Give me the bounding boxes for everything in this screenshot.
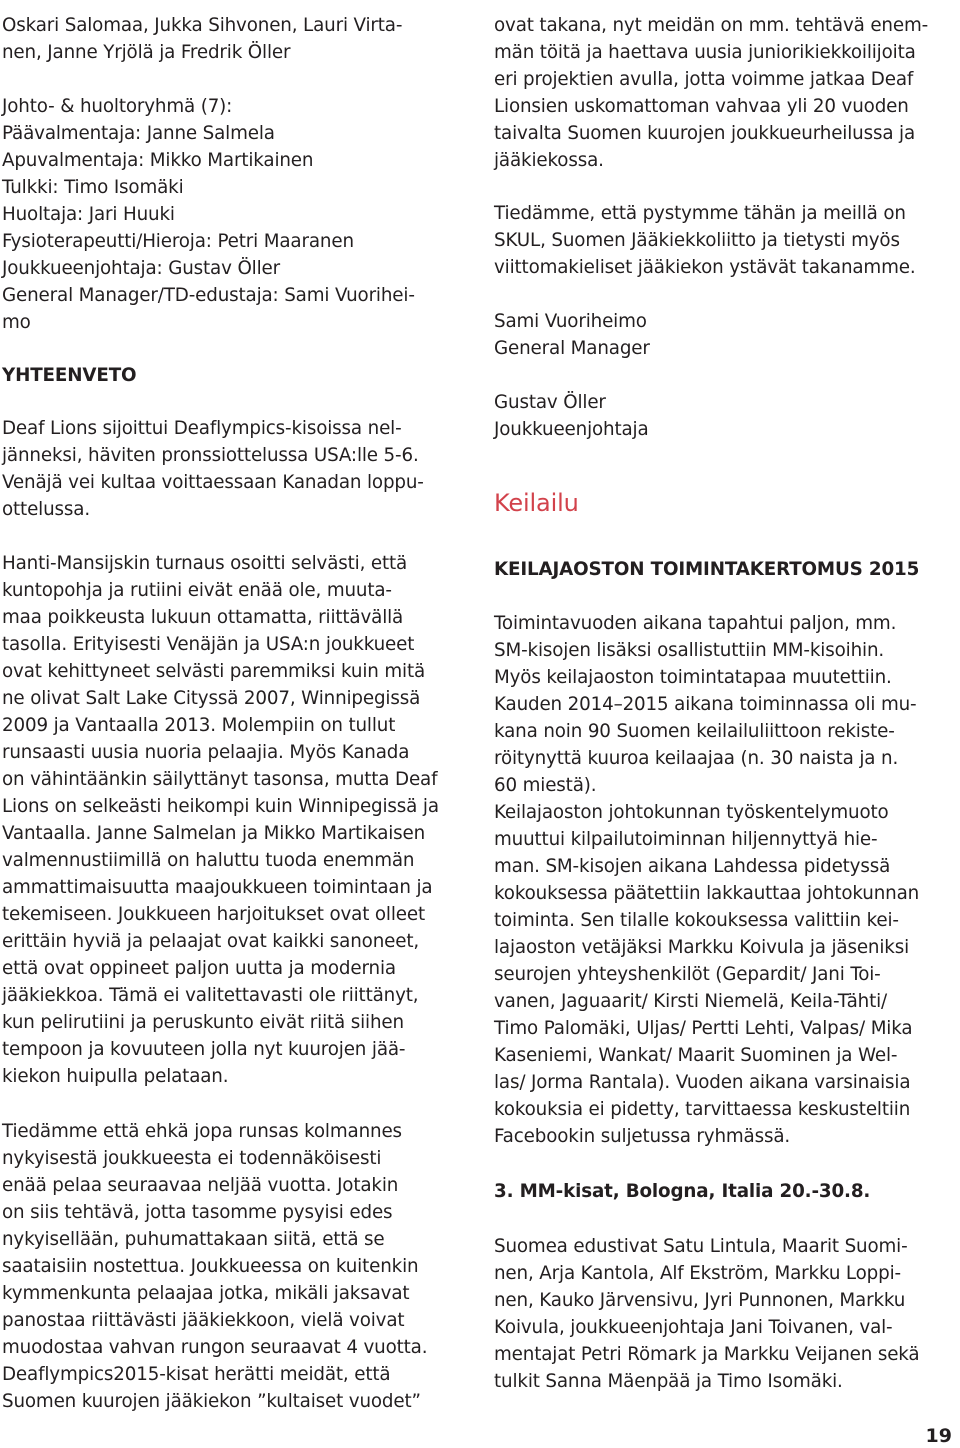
text-line: tasolla. Erityisesti Venäjän ja USA:n joukkueet (2, 634, 415, 655)
text-line: viittomakieliset jääkiekon ystävät takanamme. (494, 257, 916, 278)
section-heading: YHTEENVETO (2, 365, 137, 386)
text-line: kiekon huipulla pelataan. (2, 1066, 229, 1087)
text-line: on siis tehtävä, jotta tasomme pysyisi edes (2, 1202, 393, 1223)
text-line: Deaflympics2015-kisat herätti meidät, että (2, 1364, 391, 1385)
section-heading: 3. MM-kisat, Bologna, Italia 20.-30.8. (494, 1181, 871, 1202)
text-line: kokouksia ei pidetty, tarvittaessa keskusteltiin (494, 1099, 911, 1120)
text-line: Hanti-Mansijskin turnaus osoitti selvästi, että (2, 553, 408, 574)
text-line: muodostaa vahvan rungon seuraavat 4 vuotta. (2, 1337, 428, 1358)
text-line: Toimintavuoden aikana tapahtui paljon, mm. (494, 613, 897, 634)
text-line: jänneksi, häviten pronssiottelussa USA:lle 5-6. (2, 445, 419, 466)
text-line: Vantaalla. Janne Salmelan ja Mikko Martikaisen (2, 823, 426, 844)
text-line: kymmenkunta pelaajaa jotka, mikäli jaksavat (2, 1283, 410, 1304)
text-line: Suomen kuurojen jääkiekon ”kultaiset vuodet” (2, 1391, 421, 1412)
text-line: Apuvalmentaja: Mikko Martikainen (2, 150, 314, 171)
text-line: Venäjä vei kultaa voittaessaan Kanadan loppu- (2, 472, 424, 493)
text-line: vanen, Jaguaarit/ Kirsti Niemelä, Keila-Tähti/ (494, 991, 888, 1012)
text-line: ottelussa. (2, 499, 90, 520)
text-line: Sami Vuoriheimo (494, 311, 647, 332)
text-line: ovat takana, nyt meidän on mm. tehtävä enem- (494, 15, 929, 36)
text-line: nen, Arja Kantola, Alf Ekström, Markku Loppi- (494, 1263, 901, 1284)
text-line: valmennustiimillä on haluttu tuoda enemmän (2, 850, 415, 871)
text-line: seurojen yhteyshenkilöt (Gepardit/ Jani Toi- (494, 964, 881, 985)
text-line: Gustav Öller (494, 392, 606, 413)
text-line: saataisiin nostettua. Joukkueessa on kuitenkin (2, 1256, 419, 1277)
text-line: on vähintäänkin säilyttänyt tasonsa, mutta Deaf (2, 769, 438, 790)
text-line: Timo Palomäki, Uljas/ Pertti Lehti, Valpas/ Mika (494, 1018, 913, 1039)
text-line: Oskari Salomaa, Jukka Sihvonen, Lauri Virta- (2, 15, 403, 36)
page-number: 19 (925, 1425, 952, 1447)
text-line: Joukkueenjohtaja (494, 419, 649, 440)
text-line: panostaa riittävästi jääkiekkoon, vielä voivat (2, 1310, 405, 1331)
text-line: kun pelirutiini ja peruskunto eivät riitä siihen (2, 1012, 404, 1033)
text-line: kuntopohja ja rutiini eivät enää ole, muuta- (2, 580, 392, 601)
text-line: Huoltaja: Jari Huuki (2, 204, 175, 225)
text-line: enää pelaa seuraavaa neljää vuotta. Jotakin (2, 1175, 399, 1196)
text-line: että ovat oppineet paljon uutta ja modernia (2, 958, 396, 979)
text-line: man. SM-kisojen aikana Lahdessa pidetyssä (494, 856, 891, 877)
text-line: muuttui kilpailutoiminnan hiljennyttyä hie- (494, 829, 878, 850)
text-line: Kaseniemi, Wankat/ Maarit Suominen ja Wel- (494, 1045, 898, 1066)
text-line: taivalta Suomen kuurojen joukkueurheilussa ja (494, 123, 916, 144)
text-line: mentajat Petri Römark ja Markku Veijanen sekä (494, 1344, 920, 1365)
text-line: erittäin hyviä ja pelaajat ovat kaikki sanoneet, (2, 931, 420, 952)
text-line: 2009 ja Vantaalla 2013. Molempiin on tullut (2, 715, 396, 736)
text-line: Myös keilajaoston toimintatapaa muutettiin. (494, 667, 892, 688)
text-line: tempoon ja kovuuteen jolla nyt kuurojen jää- (2, 1039, 406, 1060)
section-title: Keilailu (494, 489, 579, 517)
text-line: röitynyttä kuuroa keilaajaa (n. 30 naista ja n. (494, 748, 899, 769)
text-line: ne olivat Salt Lake Cityssä 2007, Winnipegissä (2, 688, 421, 709)
text-line: runsaasti uusia nuoria pelaajia. Myös Kanada (2, 742, 410, 763)
text-line: jääkiekkoa. Tämä ei valitettavasti ole riittänyt, (2, 985, 419, 1006)
text-line: 60 miestä). (494, 775, 597, 796)
text-line: maa poikkeusta lukuun ottamatta, riittävällä (2, 607, 404, 628)
text-line: Deaf Lions sijoittui Deaflympics-kisoissa nel- (2, 418, 402, 439)
text-line: Lionsien uskomattoman vahvaa yli 20 vuoden (494, 96, 909, 117)
text-line: lajaoston vetäjäksi Markku Koivula ja jäseniksi (494, 937, 910, 958)
text-line: män töitä ja haettava uusia juniorikiekkoilijoita (494, 42, 916, 63)
text-line: ammattimaisuutta maajoukkueen toimintaan ja (2, 877, 433, 898)
text-line: Tiedämme että ehkä jopa runsas kolmannes (2, 1121, 402, 1142)
text-line: Koivula, joukkueenjohtaja Jani Toivanen, val- (494, 1317, 893, 1338)
text-line: tekemiseen. Joukkueen harjoitukset ovat olleet (2, 904, 425, 925)
text-line: Tulkki: Timo Isomäki (2, 177, 184, 198)
text-line: nen, Janne Yrjölä ja Fredrik Öller (2, 42, 291, 63)
text-line: eri projektien avulla, jotta voimme jatkaa Deaf (494, 69, 914, 90)
text-line: Johto- & huoltoryhmä (7): (2, 96, 233, 117)
text-line: mo (2, 312, 31, 333)
text-line: SKUL, Suomen Jääkiekkoliitto ja tietysti myös (494, 230, 900, 251)
text-line: tulkit Sanna Mäenpää ja Timo Isomäki. (494, 1371, 843, 1392)
text-line: kana noin 90 Suomen keilailuliittoon rekiste- (494, 721, 895, 742)
text-line: ovat kehittyneet selvästi paremmiksi kuin mitä (2, 661, 426, 682)
text-line: Keilajaoston johtokunnan työskentelymuoto (494, 802, 889, 823)
text-line: toiminta. Sen tilalle kokouksessa valittiin kei- (494, 910, 899, 931)
text-line: nykyisestä joukkueesta ei todennäköisesti (2, 1148, 382, 1169)
text-line: General Manager (494, 338, 650, 359)
text-line: SM-kisojen lisäksi osallistuttiin MM-kisoihin. (494, 640, 885, 661)
text-line: Lions on selkeästi heikompi kuin Winnipegissä ja (2, 796, 439, 817)
text-line: Facebookin suljetussa ryhmässä. (494, 1126, 791, 1147)
text-line: Kauden 2014–2015 aikana toiminnassa oli mu- (494, 694, 917, 715)
text-line: Päävalmentaja: Janne Salmela (2, 123, 275, 144)
text-line: Joukkueenjohtaja: Gustav Öller (2, 258, 281, 279)
text-line: jääkiekossa. (494, 150, 604, 171)
text-line: nen, Kauko Järvensivu, Jyri Punnonen, Markku (494, 1290, 906, 1311)
text-line: Suomea edustivat Satu Lintula, Maarit Suomi- (494, 1236, 908, 1257)
section-heading: KEILAJAOSTON TOIMINTAKERTOMUS 2015 (494, 559, 920, 580)
text-line: Fysioterapeutti/Hieroja: Petri Maaranen (2, 231, 354, 252)
text-line: Tiedämme, että pystymme tähän ja meillä on (494, 203, 906, 224)
text-line: General Manager/TD-edustaja: Sami Vuorihei- (2, 285, 415, 306)
text-line: nykyisellään, puhumattakaan siitä, että se (2, 1229, 385, 1250)
text-line: las/ Jorma Rantala). Vuoden aikana varsinaisia (494, 1072, 911, 1093)
text-line: kokouksessa päätettiin lakkauttaa johtokunnan (494, 883, 920, 904)
